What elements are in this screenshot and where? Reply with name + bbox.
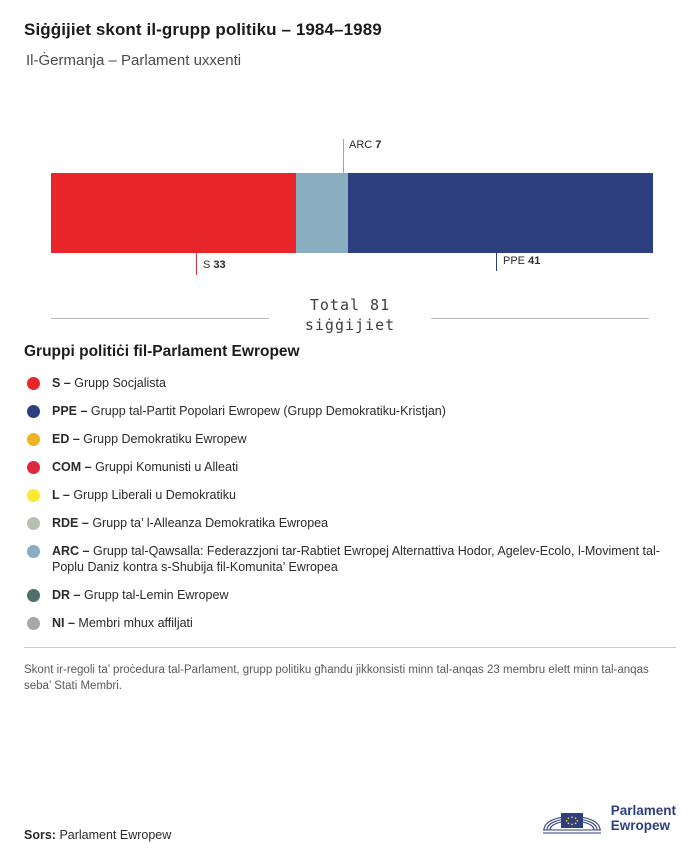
legend-name-ed: Grupp Demokratiku Ewropew	[83, 432, 247, 446]
annotation-s-tick	[196, 253, 197, 275]
legend-abbr-l: L –	[52, 488, 70, 502]
footnote-text: Skont ir-regoli ta’ proċedura tal-Parlament, grupp politiku għandu jikkonsisti minn tal-anqas 23 membru elett minn tal-anqas seba’ Stati Membri.	[24, 664, 649, 692]
legend-abbr-ni: NI –	[52, 616, 75, 630]
legend-item-l	[24, 487, 676, 503]
legend-label-rde	[52, 515, 328, 531]
parliament-logo-icon	[541, 800, 603, 836]
legend-label-s	[52, 375, 166, 391]
source-value: Parlament Ewropew	[59, 828, 172, 842]
parliament-logo-text	[611, 803, 676, 833]
legend-item-com	[24, 459, 676, 475]
legend-abbr-dr: DR –	[52, 588, 81, 602]
legend-name-rde: Grupp ta’ l-Alleanza Demokratika Ewropea	[92, 516, 329, 530]
annotation-ppe-tick	[496, 253, 497, 271]
legend-swatch-icon-ed	[27, 433, 40, 446]
legend-name-ni: Membri mhux affiljati	[78, 616, 193, 630]
legend-abbr-s: S –	[52, 376, 71, 390]
legend-name-ppe: Grupp tal-Partit Popolari Ewropew (Grupp Demokratiku-Kristjan)	[90, 404, 446, 418]
legend-label-ed	[52, 431, 247, 447]
legend-name-dr: Grupp tal-Lemin Ewropew	[83, 588, 229, 602]
annotation-arc-value: 7	[375, 139, 382, 151]
total-seats	[24, 295, 676, 341]
legend-abbr-com: COM –	[52, 460, 92, 474]
bar-segment-ppe	[348, 173, 653, 253]
source-label: Sors:	[24, 828, 56, 842]
legend-swatch-icon-rde	[27, 517, 40, 530]
page-subtitle: Il-Ġermanja – Parlament uxxenti	[26, 52, 242, 69]
annotation-ppe	[503, 255, 540, 267]
legend-label-ppe	[52, 403, 446, 419]
seats-bar-chart	[24, 131, 676, 281]
legend-swatch-icon-arc	[27, 545, 40, 558]
legend-item-dr	[24, 587, 676, 603]
legend-abbr-arc: ARC –	[52, 544, 90, 558]
legend-name-l: Grupp Liberali u Demokratiku	[73, 488, 236, 502]
annotation-ppe-value: 41	[528, 255, 541, 267]
legend-label-ni	[52, 615, 193, 631]
logo-line-1: Parlament	[610, 803, 676, 818]
annotation-arc-tick	[343, 139, 344, 175]
legend-name-arc: Grupp tal-Qawsalla: Federazzjoni tar-Rabtiet Ewropej Alternattiva Hodor, Agelev-Ecolo, l-Moviment tal-Poplu Daniz kontra s-Shubija fil-Komunita’ Ewropea	[52, 544, 660, 574]
legend-item-s	[24, 375, 676, 391]
bar-segment-s	[51, 173, 296, 253]
bar-segment-arc	[296, 173, 348, 253]
infographic-page	[0, 20, 700, 858]
legend-item-ed	[24, 431, 676, 447]
footnote-divider	[24, 647, 676, 648]
total-seats-text	[24, 295, 676, 335]
legend-item-ni	[24, 615, 676, 631]
legend-item-rde	[24, 515, 676, 531]
page-footer	[24, 796, 676, 842]
parliament-logo	[541, 800, 676, 836]
annotation-arc	[349, 139, 381, 151]
legend-name-s: Grupp Socjalista	[74, 376, 166, 390]
legend-label-com	[52, 459, 238, 475]
legend-swatch-icon-ppe	[27, 405, 40, 418]
annotation-s	[203, 259, 226, 271]
legend	[24, 375, 676, 631]
annotation-ppe-label: PPE	[503, 255, 526, 267]
page-title: Siġġijiet skont il-grupp politiku – 1984–1989	[24, 20, 382, 39]
legend-swatch-icon-com	[27, 461, 40, 474]
total-seats-count: Total 81	[309, 296, 391, 314]
legend-label-arc	[52, 543, 662, 575]
legend-name-com: Gruppi Komunisti u Alleati	[95, 460, 239, 474]
legend-abbr-ppe: PPE –	[52, 404, 88, 418]
legend-label-l	[52, 487, 236, 503]
legend-abbr-rde: RDE –	[52, 516, 89, 530]
legend-swatch-icon-ni	[27, 617, 40, 630]
logo-line-2: Ewropew	[610, 818, 670, 833]
annotation-s-value: 33	[213, 259, 226, 271]
legend-swatch-icon-s	[27, 377, 40, 390]
legend-swatch-icon-l	[27, 489, 40, 502]
legend-abbr-ed: ED –	[52, 432, 80, 446]
legend-item-arc	[24, 543, 676, 575]
annotation-s-label: S	[203, 259, 211, 271]
legend-swatch-icon-dr	[27, 589, 40, 602]
legend-title: Gruppi politiċi fil-Parlament Ewropew	[24, 343, 300, 360]
legend-label-dr	[52, 587, 228, 603]
stacked-bar	[51, 173, 653, 253]
source-line	[24, 828, 171, 842]
total-seats-unit: siġġijiet	[304, 316, 396, 334]
annotation-arc-label: ARC	[349, 139, 373, 151]
legend-item-ppe	[24, 403, 676, 419]
